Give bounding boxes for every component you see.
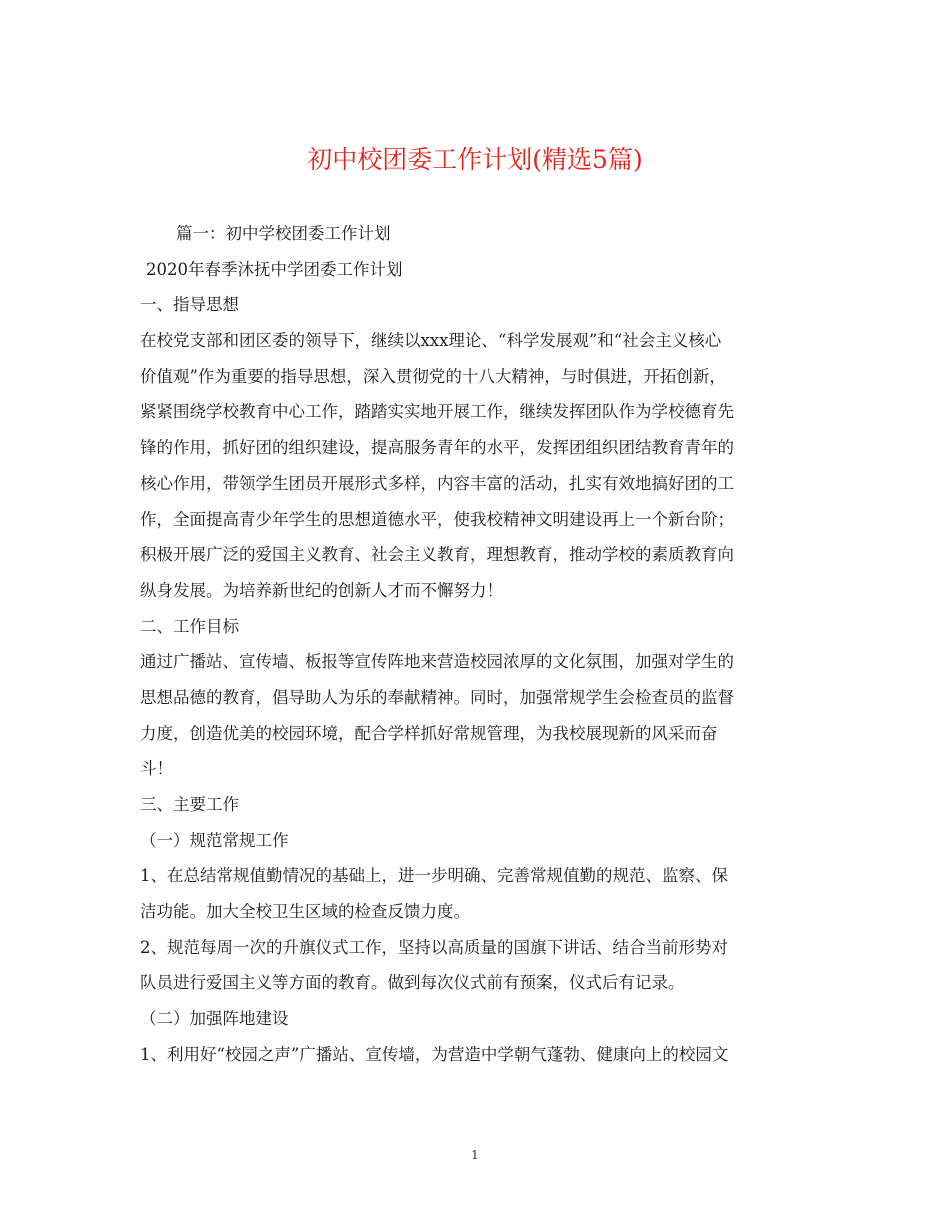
document-body xyxy=(140,216,815,1073)
paragraph-line: 价值观”作为重要的指导思想，深入贯彻党的十八大精神，与时俱进，开拓创新， xyxy=(140,366,726,386)
heading-main-work: 三、主要工作 xyxy=(140,795,239,814)
paragraph-line: 2、规范每周一次的升旗仪式工作，坚持以高质量的国旗下讲话、结合当前形势对 xyxy=(140,937,728,957)
heading-work-goals: 二、工作目标 xyxy=(140,616,239,636)
paragraph-line: 思想品德的教育，倡导助人为乐的奉献精神。同时，加强常规学生会检查员的监督 xyxy=(140,687,734,707)
paragraph-line: 1、利用好“校园之声”广播站、宣传墙，为营造中学朝气蓬勃、健康向上的校园文 xyxy=(140,1044,729,1064)
subheading-position-building: （二）加强阵地建设 xyxy=(140,1009,289,1029)
paragraph-line: 通过广播站、宣传墙、板报等宣传阵地来营造校园浓厚的文化氛围，加强对学生的 xyxy=(140,652,734,672)
paragraph-line: 洁功能。加大全校卫生区域的检查反馈力度。 xyxy=(140,902,470,922)
paragraph-line: 斗！ xyxy=(140,759,173,779)
paragraph-line: 力度，创造优美的校园环境，配合学样抓好常规管理，为我校展现新的风采而奋 xyxy=(140,723,718,743)
document-title: 初中校团委工作计划(精选5篇) xyxy=(307,145,643,174)
paragraph-line: 紧紧围绕学校教育中心工作，踏踏实实地开展工作，继续发挥团队作为学校德育先 xyxy=(140,402,734,422)
paragraph-line: 纵身发展。为培养新世纪的创新人才而不懈努力！ xyxy=(140,580,503,600)
subheading-routine-work: （一）规范常规工作 xyxy=(140,830,289,850)
paragraph-line: 锋的作用，抓好团的组织建设，提高服务青年的水平，发挥团组织团结教育青年的 xyxy=(140,438,734,458)
plan-subtitle: 2020年春季沐抚中学团委工作计划 xyxy=(146,259,403,279)
heading-guiding-ideology: 一、指导思想 xyxy=(140,295,239,315)
paragraph-line: 1、在总结常规值勤情况的基础上，进一步明确、完善常规值勤的规范、监察、保 xyxy=(140,866,728,886)
paragraph-line: 作，全面提高青少年学生的思想道德水平，使我校精神文明建设再上一个新台阶； xyxy=(140,509,734,529)
paragraph-line: 在校党支部和团区委的领导下，继续以xxx理论、“科学发展观”和“社会主义核心 xyxy=(140,331,722,351)
paragraph-line: 队员进行爱国主义等方面的教育。做到每次仪式前有预案，仪式后有记录。 xyxy=(140,973,685,993)
page-number: 1 xyxy=(471,1148,479,1162)
section-heading-part-one: 篇一：初中学校团委工作计划 xyxy=(176,224,391,243)
paragraph-line: 核心作用，带领学生团员开展形式多样，内容丰富的活动，扎实有效地搞好团的工 xyxy=(140,473,734,493)
paragraph-line: 积极开展广泛的爱国主义教育、社会主义教育，理想教育，推动学校的素质教育向 xyxy=(140,545,734,565)
